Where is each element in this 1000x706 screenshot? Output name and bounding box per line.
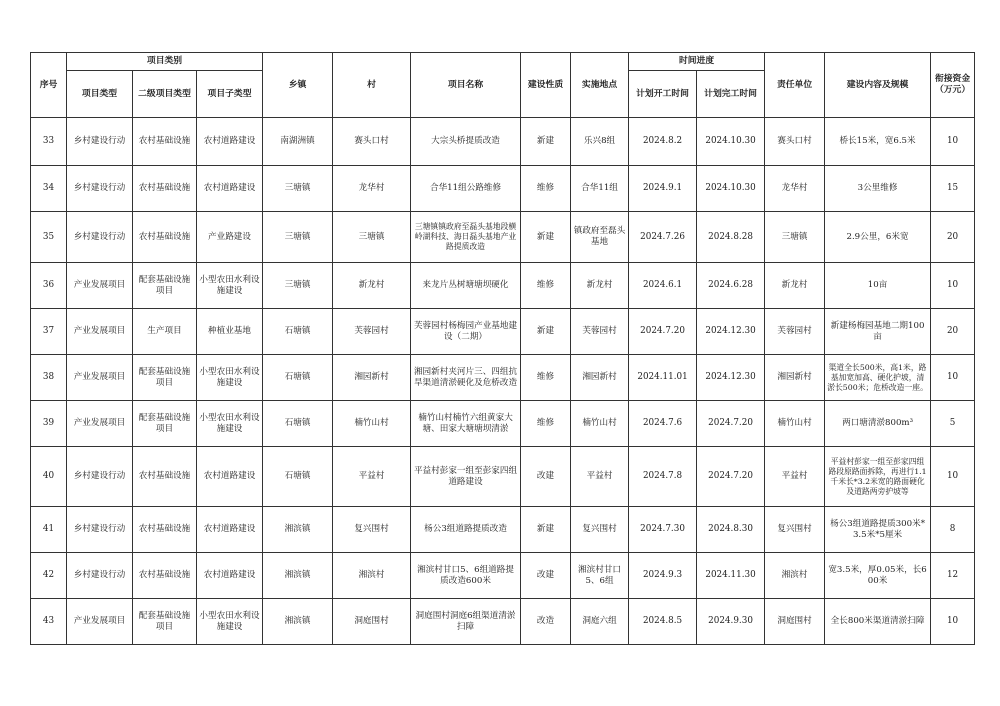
header-town: 乡镇 <box>263 53 333 118</box>
cell-project-type: 产业发展项目 <box>67 309 133 355</box>
cell-project-type: 产业发展项目 <box>67 355 133 401</box>
cell-end: 2024.12.30 <box>697 355 765 401</box>
cell-location: 平益村 <box>571 447 629 507</box>
cell-sub-type: 小型农田水利设施建设 <box>197 355 263 401</box>
cell-content: 2.9公里，6米宽 <box>825 212 931 263</box>
cell-content: 杨公3组道路提质300米*3.5米*5厘米 <box>825 507 931 553</box>
header-funds: 衔接资金（万元） <box>931 53 975 118</box>
cell-project-name: 合华11组公路维修 <box>411 166 521 212</box>
cell-village: 新龙村 <box>333 263 411 309</box>
cell-location: 新龙村 <box>571 263 629 309</box>
cell-seq: 34 <box>31 166 67 212</box>
cell-secondary-type: 农村基础设施 <box>133 212 197 263</box>
cell-village: 平益村 <box>333 447 411 507</box>
cell-location: 芙蓉园村 <box>571 309 629 355</box>
header-seq: 序号 <box>31 53 67 118</box>
cell-town: 三塘镇 <box>263 212 333 263</box>
cell-content: 平益村彭家一组至彭家四组路段原路面拆除，再进行1.1千米长*3.2米宽的路面硬化及道路两旁护坡等 <box>825 447 931 507</box>
cell-village: 复兴围村 <box>333 507 411 553</box>
cell-nature: 改建 <box>521 553 571 599</box>
cell-village: 龙华村 <box>333 166 411 212</box>
cell-sub-type: 农村道路建设 <box>197 507 263 553</box>
cell-unit: 复兴围村 <box>765 507 825 553</box>
table-row <box>31 263 975 309</box>
cell-town: 三塘镇 <box>263 263 333 309</box>
cell-project-type: 产业发展项目 <box>67 263 133 309</box>
cell-village: 楠竹山村 <box>333 401 411 447</box>
cell-nature: 新建 <box>521 212 571 263</box>
cell-location: 合华11组 <box>571 166 629 212</box>
cell-seq: 33 <box>31 118 67 166</box>
table-row <box>31 599 975 645</box>
cell-unit: 新龙村 <box>765 263 825 309</box>
cell-seq: 37 <box>31 309 67 355</box>
cell-nature: 维修 <box>521 355 571 401</box>
cell-town: 湘滨镇 <box>263 507 333 553</box>
header-location: 实施地点 <box>571 53 629 118</box>
cell-location: 镇政府至磊头基地 <box>571 212 629 263</box>
cell-end: 2024.7.20 <box>697 447 765 507</box>
cell-sub-type: 农村道路建设 <box>197 118 263 166</box>
header-project-name: 项目名称 <box>411 53 521 118</box>
cell-end: 2024.8.30 <box>697 507 765 553</box>
cell-seq: 35 <box>31 212 67 263</box>
header-unit: 责任单位 <box>765 53 825 118</box>
cell-location: 湘园新村 <box>571 355 629 401</box>
cell-project-name: 芙蓉园村杨梅园产业基地建设（二期） <box>411 309 521 355</box>
cell-seq: 42 <box>31 553 67 599</box>
cell-sub-type: 农村道路建设 <box>197 166 263 212</box>
cell-project-name: 杨公3组道路提质改造 <box>411 507 521 553</box>
cell-end: 2024.11.30 <box>697 553 765 599</box>
header-nature: 建设性质 <box>521 53 571 118</box>
cell-funds: 8 <box>931 507 975 553</box>
cell-nature: 改造 <box>521 599 571 645</box>
header-sub-type: 项目子类型 <box>197 71 263 118</box>
table-row <box>31 401 975 447</box>
cell-project-name: 大宗头桥提质改造 <box>411 118 521 166</box>
cell-seq: 40 <box>31 447 67 507</box>
header-schedule-group: 时间进度 <box>629 53 765 71</box>
cell-secondary-type: 农村基础设施 <box>133 507 197 553</box>
cell-secondary-type: 农村基础设施 <box>133 166 197 212</box>
cell-project-type: 乡村建设行动 <box>67 166 133 212</box>
table-row <box>31 553 975 599</box>
cell-unit: 赛头口村 <box>765 118 825 166</box>
cell-unit: 湘园新村 <box>765 355 825 401</box>
cell-unit: 龙华村 <box>765 166 825 212</box>
header-content: 建设内容及规模 <box>825 53 931 118</box>
cell-funds: 10 <box>931 355 975 401</box>
cell-start: 2024.8.2 <box>629 118 697 166</box>
cell-town: 石塘镇 <box>263 355 333 401</box>
table-row <box>31 309 975 355</box>
cell-seq: 39 <box>31 401 67 447</box>
cell-nature: 新建 <box>521 507 571 553</box>
cell-sub-type: 小型农田水利设施建设 <box>197 263 263 309</box>
cell-nature: 维修 <box>521 401 571 447</box>
cell-end: 2024.8.28 <box>697 212 765 263</box>
cell-sub-type: 农村道路建设 <box>197 447 263 507</box>
cell-secondary-type: 配套基础设施项目 <box>133 355 197 401</box>
cell-town: 三塘镇 <box>263 166 333 212</box>
cell-nature: 维修 <box>521 263 571 309</box>
header-village: 村 <box>333 53 411 118</box>
cell-project-name: 平益村彭家一组至彭家四组道路建设 <box>411 447 521 507</box>
cell-end: 2024.10.30 <box>697 118 765 166</box>
header-project-type: 项目类型 <box>67 71 133 118</box>
cell-village: 芙蓉园村 <box>333 309 411 355</box>
cell-unit: 洞庭围村 <box>765 599 825 645</box>
cell-funds: 15 <box>931 166 975 212</box>
cell-location: 洞庭六组 <box>571 599 629 645</box>
cell-location: 复兴围村 <box>571 507 629 553</box>
cell-project-type: 乡村建设行动 <box>67 553 133 599</box>
cell-start: 2024.9.3 <box>629 553 697 599</box>
table-row <box>31 507 975 553</box>
cell-village: 湘滨村 <box>333 553 411 599</box>
cell-content: 宽3.5米，厚0.05米，长600米 <box>825 553 931 599</box>
cell-funds: 20 <box>931 212 975 263</box>
cell-project-type: 产业发展项目 <box>67 599 133 645</box>
cell-sub-type: 小型农田水利设施建设 <box>197 599 263 645</box>
cell-content: 两口塘清淤800m³ <box>825 401 931 447</box>
cell-project-type: 产业发展项目 <box>67 401 133 447</box>
cell-project-name: 洞庭围村洞庭6组渠道清淤扫障 <box>411 599 521 645</box>
cell-content: 全长800米渠道清淤扫障 <box>825 599 931 645</box>
cell-unit: 三塘镇 <box>765 212 825 263</box>
cell-village: 赛头口村 <box>333 118 411 166</box>
cell-content: 桥长15米，宽6.5米 <box>825 118 931 166</box>
cell-project-type: 乡村建设行动 <box>67 507 133 553</box>
cell-location: 湘滨村甘口5、6组 <box>571 553 629 599</box>
cell-nature: 新建 <box>521 309 571 355</box>
cell-village: 洞庭围村 <box>333 599 411 645</box>
cell-project-name: 来龙片丛树塘塘坝硬化 <box>411 263 521 309</box>
cell-sub-type: 种植业基地 <box>197 309 263 355</box>
cell-secondary-type: 配套基础设施项目 <box>133 401 197 447</box>
cell-town: 石塘镇 <box>263 401 333 447</box>
cell-funds: 20 <box>931 309 975 355</box>
cell-location: 楠竹山村 <box>571 401 629 447</box>
cell-funds: 12 <box>931 553 975 599</box>
cell-nature: 改建 <box>521 447 571 507</box>
cell-start: 2024.7.26 <box>629 212 697 263</box>
table-row <box>31 355 975 401</box>
cell-unit: 平益村 <box>765 447 825 507</box>
cell-town: 湘滨镇 <box>263 553 333 599</box>
cell-town: 石塘镇 <box>263 309 333 355</box>
cell-sub-type: 农村道路建设 <box>197 553 263 599</box>
cell-seq: 36 <box>31 263 67 309</box>
cell-content: 3公里维修 <box>825 166 931 212</box>
cell-project-type: 乡村建设行动 <box>67 118 133 166</box>
cell-end: 2024.7.20 <box>697 401 765 447</box>
cell-start: 2024.6.1 <box>629 263 697 309</box>
cell-unit: 湘滨村 <box>765 553 825 599</box>
cell-secondary-type: 农村基础设施 <box>133 447 197 507</box>
cell-project-name: 湘滨村甘口5、6组道路提质改造600米 <box>411 553 521 599</box>
cell-location: 乐兴8组 <box>571 118 629 166</box>
cell-project-type: 乡村建设行动 <box>67 447 133 507</box>
cell-content: 渠道全长500米，高1米，路基加宽加高、硬化护坡，清淤长500米；危桥改造一座。 <box>825 355 931 401</box>
cell-start: 2024.11.01 <box>629 355 697 401</box>
cell-secondary-type: 生产项目 <box>133 309 197 355</box>
header-start: 计划开工时间 <box>629 71 697 118</box>
cell-content: 新建杨梅园基地二期100亩 <box>825 309 931 355</box>
header-category-group: 项目类别 <box>67 53 263 71</box>
cell-funds: 10 <box>931 447 975 507</box>
cell-town: 南湖洲镇 <box>263 118 333 166</box>
cell-unit: 芙蓉园村 <box>765 309 825 355</box>
cell-end: 2024.6.28 <box>697 263 765 309</box>
cell-funds: 10 <box>931 118 975 166</box>
cell-nature: 新建 <box>521 118 571 166</box>
cell-start: 2024.7.6 <box>629 401 697 447</box>
cell-project-name: 楠竹山村楠竹六组黄家大塘、田家大塘塘坝清淤 <box>411 401 521 447</box>
cell-funds: 10 <box>931 599 975 645</box>
cell-funds: 5 <box>931 401 975 447</box>
cell-nature: 维修 <box>521 166 571 212</box>
cell-unit: 楠竹山村 <box>765 401 825 447</box>
cell-town: 湘滨镇 <box>263 599 333 645</box>
header-end: 计划完工时间 <box>697 71 765 118</box>
cell-start: 2024.9.1 <box>629 166 697 212</box>
cell-end: 2024.9.30 <box>697 599 765 645</box>
cell-funds: 10 <box>931 263 975 309</box>
cell-secondary-type: 农村基础设施 <box>133 553 197 599</box>
cell-secondary-type: 农村基础设施 <box>133 118 197 166</box>
cell-end: 2024.10.30 <box>697 166 765 212</box>
cell-project-name: 湘园新村夹河片三、四组抗旱渠道清淤硬化及危桥改造 <box>411 355 521 401</box>
cell-end: 2024.12.30 <box>697 309 765 355</box>
table-row <box>31 166 975 212</box>
table-row <box>31 447 975 507</box>
project-table <box>30 52 975 645</box>
cell-project-name: 三塘镇镇政府至磊头基地段横岭湖科技、海日磊头基地产业路提质改造 <box>411 212 521 263</box>
cell-secondary-type: 配套基础设施项目 <box>133 599 197 645</box>
table-row <box>31 212 975 263</box>
cell-content: 10亩 <box>825 263 931 309</box>
cell-seq: 43 <box>31 599 67 645</box>
cell-seq: 38 <box>31 355 67 401</box>
cell-start: 2024.7.20 <box>629 309 697 355</box>
cell-village: 三塘镇 <box>333 212 411 263</box>
table-row <box>31 118 975 166</box>
header-secondary-type: 二级项目类型 <box>133 71 197 118</box>
cell-start: 2024.7.8 <box>629 447 697 507</box>
cell-start: 2024.7.30 <box>629 507 697 553</box>
cell-project-type: 乡村建设行动 <box>67 212 133 263</box>
cell-secondary-type: 配套基础设施项目 <box>133 263 197 309</box>
cell-sub-type: 产业路建设 <box>197 212 263 263</box>
cell-sub-type: 小型农田水利设施建设 <box>197 401 263 447</box>
cell-start: 2024.8.5 <box>629 599 697 645</box>
cell-town: 石塘镇 <box>263 447 333 507</box>
cell-village: 湘园新村 <box>333 355 411 401</box>
cell-seq: 41 <box>31 507 67 553</box>
